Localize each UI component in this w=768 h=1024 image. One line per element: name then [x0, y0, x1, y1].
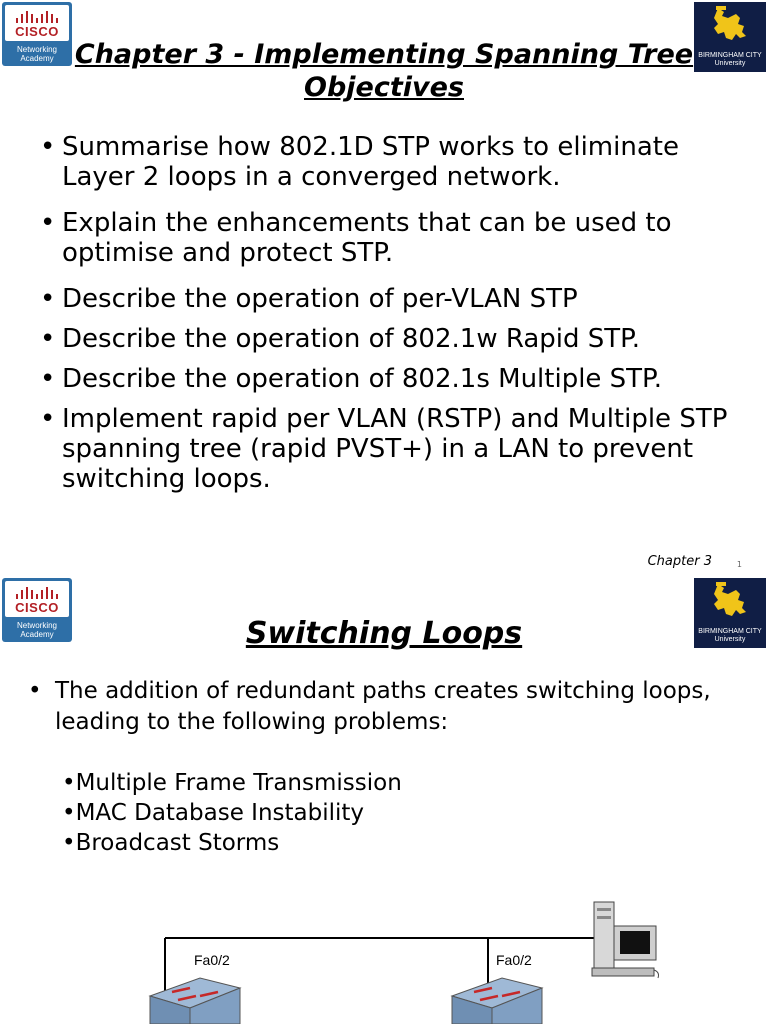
title-line-1: Chapter 3 - Implementing Spanning Tree — [74, 39, 694, 70]
port-label-right: Fa0/2 — [496, 952, 532, 968]
network-diagram — [0, 896, 768, 1024]
list-item: •Multiple Frame Transmission — [62, 770, 402, 796]
lion-crest-icon — [710, 582, 750, 620]
cisco-bars-icon — [15, 10, 59, 24]
problems-list — [62, 768, 402, 858]
list-item: • Implement rapid per VLAN (RSTP) and Multiple STP spanning tree (rapid PVST+) in a LAN to prevent switching loops. — [40, 404, 740, 494]
title-line-2: Objectives — [304, 72, 464, 103]
cisco-brand-text: CISCO — [15, 600, 59, 615]
slide-switching-loops — [0, 576, 768, 1024]
intro-text: • The addition of redundant paths creates switching loops, leading to the following problems: — [20, 676, 750, 738]
list-item: • Describe the operation of 802.1s Multiple STP. — [40, 364, 740, 394]
list-item: •Broadcast Storms — [62, 830, 280, 856]
slide-title: Switching Loops — [245, 616, 523, 651]
page-title — [0, 38, 768, 104]
list-item: •MAC Database Instability — [62, 800, 365, 826]
bcu-name: BIRMINGHAM CITY University — [698, 52, 762, 67]
switch-icon — [452, 978, 542, 1024]
list-item: • Summarise how 802.1D STP works to eliminate Layer 2 loops in a converged network. — [40, 132, 740, 192]
list-item: • Explain the enhancements that can be used to optimise and protect STP. — [40, 208, 740, 268]
pc-icon — [592, 902, 659, 978]
cisco-bars-icon — [15, 586, 59, 600]
bcu-name: BIRMINGHAM CITY University — [698, 628, 762, 643]
cisco-brand-text: CISCO — [15, 24, 59, 39]
port-label-left: Fa0/2 — [194, 952, 230, 968]
footer-chapter: Chapter 3 — [647, 554, 712, 569]
page-number: 1 — [736, 560, 742, 569]
list-item: • Describe the operation of 802.1w Rapid STP. — [40, 324, 740, 354]
list-item: • Describe the operation of per-VLAN STP — [40, 284, 740, 314]
objectives-list — [40, 132, 740, 510]
cisco-subtitle: Networking Academy — [16, 621, 57, 639]
cisco-subtitle: Networking Academy — [16, 45, 57, 63]
switch-icon — [150, 978, 240, 1024]
